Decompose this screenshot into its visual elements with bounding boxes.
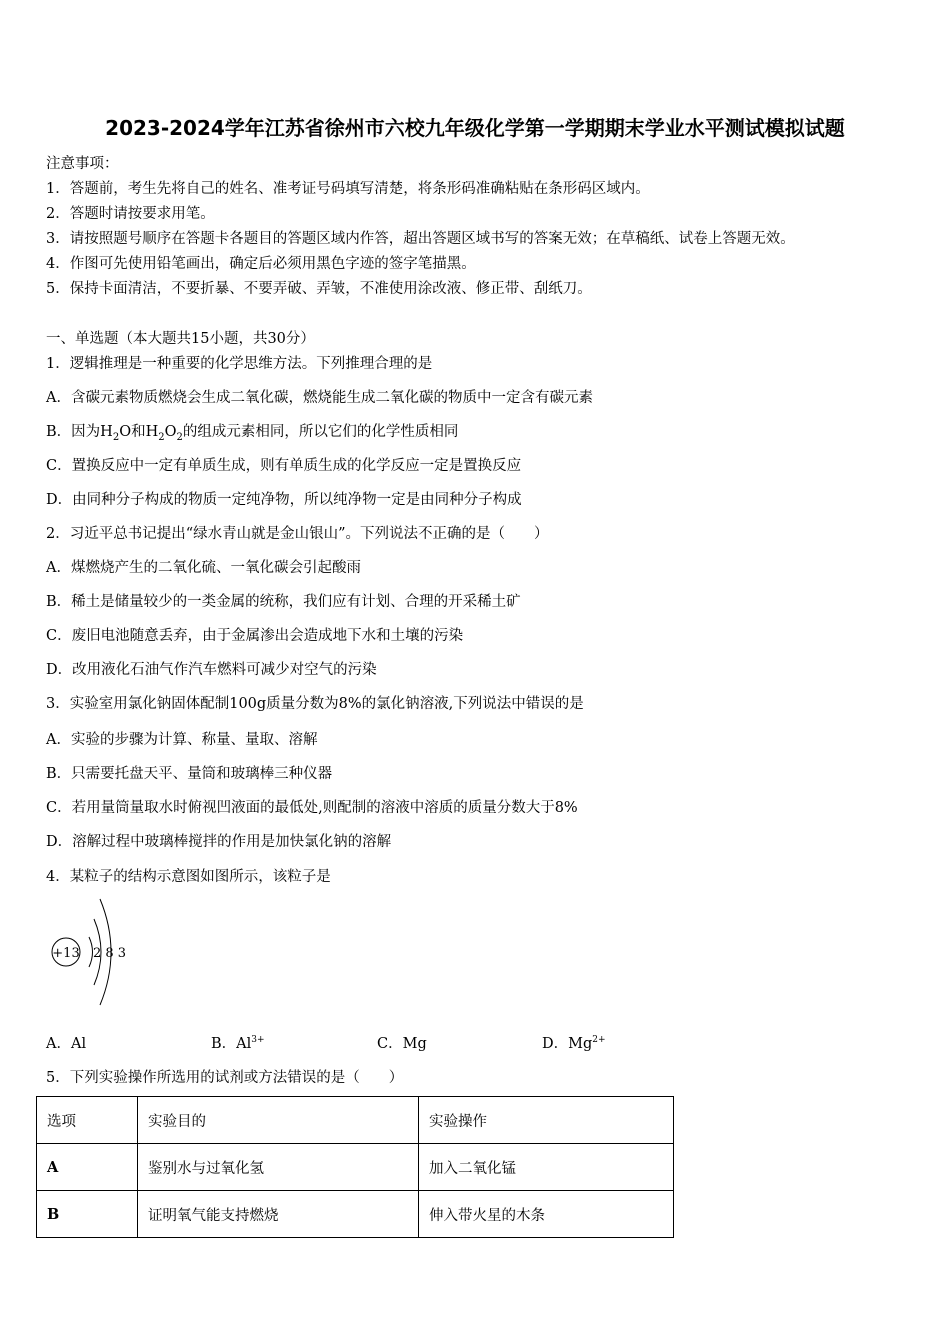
electron-counts: 2 8 3	[93, 946, 127, 961]
atom-structure-diagram	[46, 897, 166, 1007]
q4-option-a: A．Al	[46, 1036, 87, 1052]
question-5-stem: 5．下列实验操作所选用的试剂或方法错误的是（ ）	[46, 1070, 404, 1086]
table-cell: A	[37, 1144, 138, 1191]
table-row	[37, 1191, 674, 1238]
table-header: 实验目的	[138, 1097, 419, 1144]
section-heading: 一、单选题（本大题共15小题，共30分）	[46, 331, 315, 347]
page-title: 2023-2024学年江苏省徐州市六校九年级化学第一学期期末学业水平测试模拟试题	[105, 116, 845, 140]
q2-option-b: B．稀土是储量较少的一类金属的统称，我们应有计划、合理的开采稀土矿	[46, 594, 521, 610]
q2-option-d: D．改用液化石油气作汽车燃料可减少对空气的污染	[46, 662, 377, 678]
table-header: 选项	[37, 1097, 138, 1144]
q4-option-c: C．Mg	[377, 1036, 427, 1052]
table-row	[37, 1144, 674, 1191]
q1-option-d: D．由同种分子构成的物质一定纯净物，所以纯净物一定是由同种分子构成	[46, 492, 522, 508]
notice-item: 1．答题前，考生先将自己的姓名、准考证号码填写清楚，将条形码准确粘贴在条形码区域内。	[46, 181, 650, 197]
notice-item: 2．答题时请按要求用笔。	[46, 206, 215, 222]
table-cell: 伸入带火星的木条	[419, 1191, 674, 1238]
question-3-stem: 3．实验室用氯化钠固体配制100g质量分数为8%的氯化钠溶液,下列说法中错误的是	[46, 696, 584, 712]
table-cell: 证明氧气能支持燃烧	[138, 1191, 419, 1238]
q3-option-a: A．实验的步骤为计算、称量、量取、溶解	[46, 732, 318, 748]
notice-heading: 注意事项：	[46, 156, 119, 172]
q3-option-d: D．溶解过程中玻璃棒搅拌的作用是加快氯化钠的溶解	[46, 834, 392, 850]
table-header: 实验操作	[419, 1097, 674, 1144]
question-1-stem: 1．逻辑推理是一种重要的化学思维方法。下列推理合理的是	[46, 356, 433, 372]
q3-option-c: C．若用量筒量取水时俯视凹液面的最低处,则配制的溶液中溶质的质量分数大于8%	[46, 800, 578, 816]
table-cell: 鉴别水与过氧化氢	[138, 1144, 419, 1191]
table-cell: B	[37, 1191, 138, 1238]
notice-item: 3．请按照题号顺序在答题卡各题目的答题区域内作答，超出答题区域书写的答案无效；在草稿纸、试卷上答题无效。	[46, 231, 795, 247]
notice-item: 5．保持卡面清洁，不要折暴、不要弄破、弄皱，不准使用涂改液、修正带、刮纸刀。	[46, 281, 592, 297]
q1-option-c: C．置换反应中一定有单质生成，则有单质生成的化学反应一定是置换反应	[46, 458, 522, 474]
table-header-row	[37, 1097, 674, 1144]
q5-table	[36, 1096, 674, 1238]
q3-option-b: B．只需要托盘天平、量筒和玻璃棒三种仪器	[46, 766, 333, 782]
q1-option-a: A．含碳元素物质燃烧会生成二氧化碳，燃烧能生成二氧化碳的物质中一定含有碳元素	[46, 390, 593, 406]
question-4-stem: 4．某粒子的结构示意图如图所示，该粒子是	[46, 869, 331, 885]
nucleus-charge: +13	[52, 946, 80, 961]
q2-option-a: A．煤燃烧产生的二氧化硫、一氧化碳会引起酸雨	[46, 560, 361, 576]
notice-item: 4．作图可先使用铅笔画出，确定后必须用黑色字迹的签字笔描黑。	[46, 256, 476, 272]
q4-option-d: D．$Mg^{2+}$	[542, 1035, 606, 1052]
table-cell: 加入二氧化锰	[419, 1144, 674, 1191]
q2-option-c: C．废旧电池随意丢弃，由于金属渗出会造成地下水和土壤的污染	[46, 628, 464, 644]
question-2-stem: 2．习近平总书记提出“绿水青山就是金山银山”。下列说法不正确的是（ ）	[46, 526, 549, 542]
q4-option-b: B．$Al^{3+}$	[211, 1035, 265, 1052]
q1-option-b: B．因为$H_2O$和$H_2O_2$的组成元素相同，所以它们的化学性质相同	[46, 424, 459, 443]
